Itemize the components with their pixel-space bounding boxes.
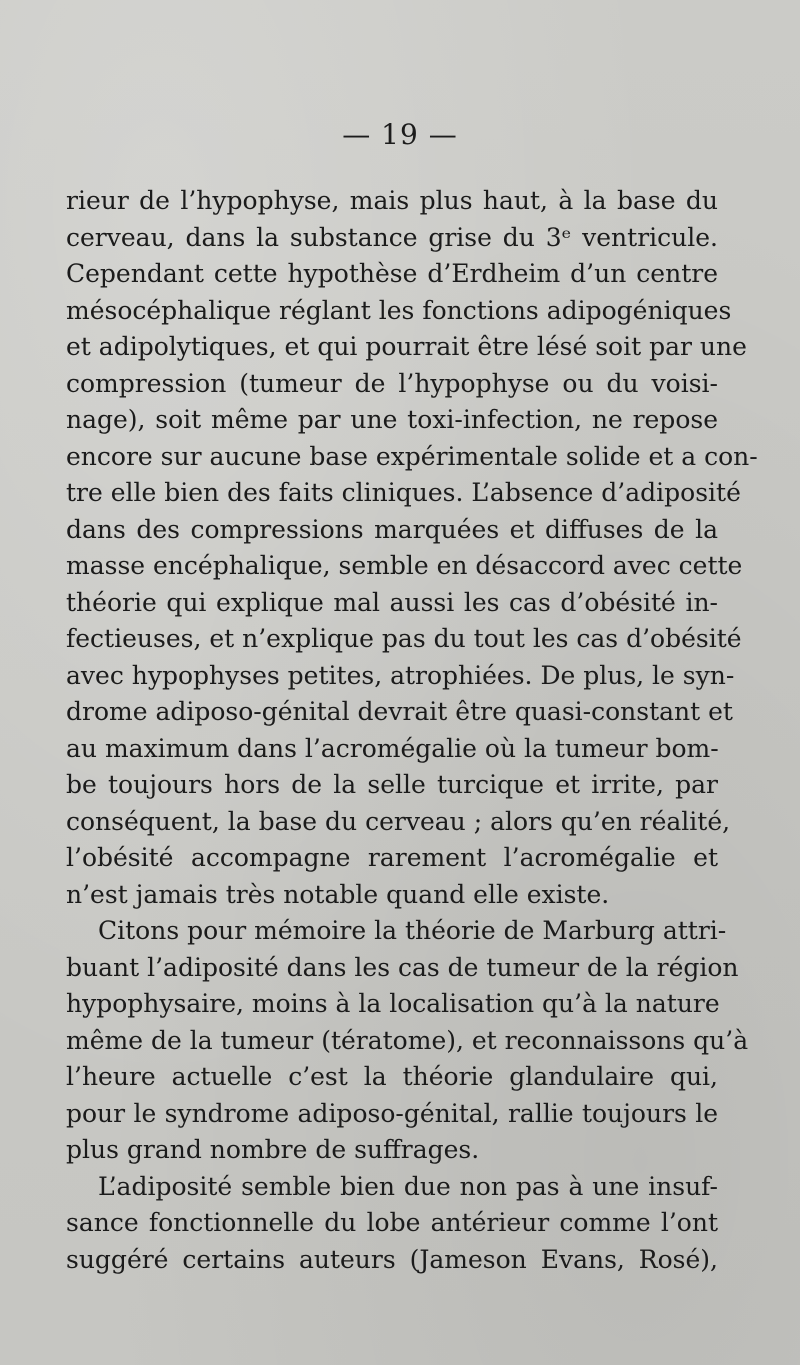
text-line: l’obésité accompagne rarement l’acromégalie et — [66, 843, 718, 872]
text-line: l’heure actuelle c’est la théorie glandulaire qui, — [66, 1062, 718, 1091]
text-line: fectieuses, et n’explique pas du tout les cas d’obésité — [66, 624, 742, 653]
text-line: cerveau, dans la substance grise du 3ᵉ ventricule. — [66, 222, 718, 252]
text-line: sance fonctionnelle du lobe antérieur comme l’ont — [66, 1208, 718, 1237]
text-line: dans des compressions marquées et diffuses de la — [66, 514, 718, 544]
text-line: L’adiposité semble bien due non pas à une insuf- — [98, 1171, 718, 1201]
text-line: encore sur aucune base expérimentale solide et a con- — [66, 441, 758, 471]
text-line: théorie qui explique mal aussi les cas d’obésité in- — [66, 587, 718, 617]
text-line: be toujours hors de la selle turcique et irrite, par — [66, 770, 718, 799]
text-line: compression (tumeur de l’hypophyse ou du voisi- — [66, 368, 718, 398]
text-line: au maximum dans l’acromégalie où la tumeur bom- — [66, 733, 719, 763]
text-line: masse encéphalique, semble en désaccord avec cette — [66, 551, 743, 580]
text-line: mésocéphalique réglant les fonctions adipogéniques — [66, 295, 732, 325]
body-text — [66, 183, 758, 1278]
text-line: drome adiposo-génital devrait être quasi-constant et — [66, 697, 733, 726]
text-line: tre elle bien des faits cliniques. L’absence d’adiposité — [66, 478, 741, 507]
text-line: nage), soit même par une toxi-infection, ne repose — [66, 405, 718, 434]
text-line: n’est jamais très notable quand elle existe. — [66, 879, 610, 909]
text-line: buant l’adiposité dans les cas de tumeur de la région — [66, 952, 739, 982]
text-line: rieur de l’hypophyse, mais plus haut, à la base du — [66, 186, 718, 215]
text-line: suggéré certains auteurs (Jameson Evans, Rosé), — [66, 1244, 718, 1274]
text-line: même de la tumeur (tératome), et reconnaissons qu’à — [66, 1025, 749, 1055]
text-line: plus grand nombre de suffrages. — [66, 1135, 480, 1164]
text-line: pour le syndrome adiposo-génital, rallie toujours le — [66, 1098, 718, 1128]
text-line: conséquent, la base du cerveau ; alors qu’en réalité, — [66, 806, 731, 836]
page-number: — 19 — — [342, 118, 458, 151]
text-line: avec hypophyses petites, atrophiées. De plus, le syn- — [66, 660, 735, 690]
text-line: hypophysaire, moins à la localisation qu’à la nature — [66, 989, 720, 1018]
text-line: Cependant cette hypothèse d’Erdheim d’un centre — [66, 259, 718, 288]
text-line: Citons pour mémoire la théorie de Marburg attri- — [98, 916, 727, 945]
text-line: et adipolytiques, et qui pourrait être lésé soit par une — [66, 332, 747, 361]
